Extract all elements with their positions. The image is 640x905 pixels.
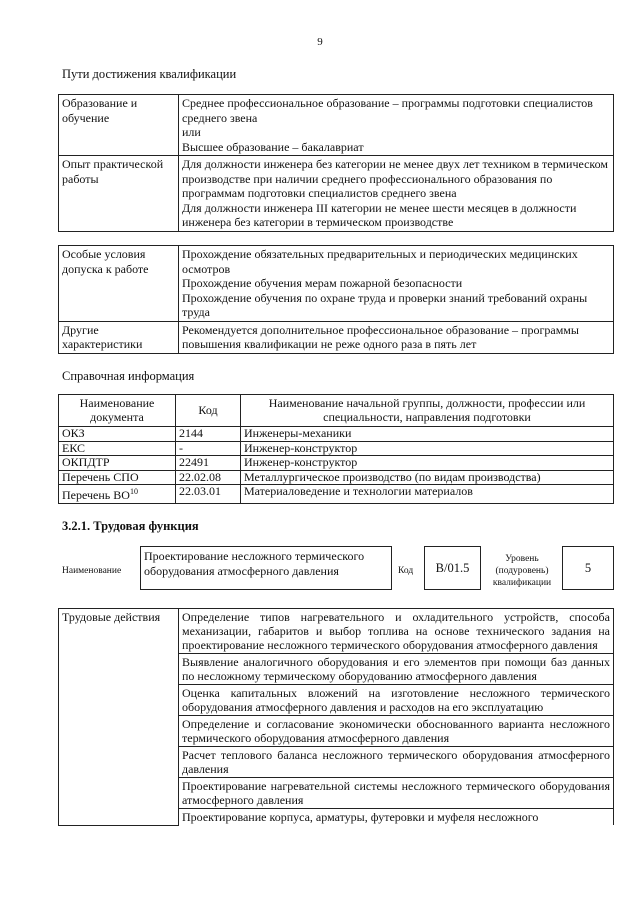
table-row	[59, 95, 614, 156]
qualification-level-box: 5	[562, 546, 614, 590]
row-content	[179, 95, 614, 156]
table-row	[59, 156, 614, 232]
table-row	[59, 609, 614, 654]
name-cell: Металлургическое производство (по видам производства)	[241, 470, 614, 485]
table-row	[59, 246, 614, 322]
footnote-ref[interactable]: 10	[129, 487, 138, 496]
reference-heading: Справочная информация	[62, 369, 195, 383]
name-cell: Материаловедение и технологии материалов	[241, 485, 614, 504]
action-cell: Определение и согласование экономически обоснованного варианта несложного термического оборудования атмосферного давления	[179, 716, 614, 747]
row-label: Трудовые действия	[59, 609, 179, 826]
code-cell: 22.03.01	[176, 485, 241, 504]
page-number: 9	[317, 36, 323, 48]
row-label: Особые условия допуска к работе	[59, 246, 179, 322]
row-label: Опыт практической работы	[59, 156, 179, 232]
column-header: Код	[176, 395, 241, 427]
function-code-box: B/01.5	[424, 546, 481, 590]
doc-cell: ОКЗ	[59, 427, 176, 442]
doc-cell: ОКПДТР	[59, 456, 176, 471]
text-line: Прохождение обязательных предварительных и периодических медицинских осмотров	[182, 247, 578, 276]
action-cell: Проектирование корпуса, арматуры, футеровки и муфеля несложного	[179, 809, 614, 826]
reference-table	[58, 394, 614, 504]
labor-actions-table	[58, 608, 614, 826]
action-cell: Оценка капитальных вложений на изготовление несложного термического оборудования атмосферного давления и расходов на его эксплуатацию	[179, 685, 614, 716]
doc-cell	[59, 485, 176, 504]
code-cell: 2144	[176, 427, 241, 442]
table-row	[59, 441, 614, 456]
text-line: Для должности инженера III категории не менее шести месяцев в должности инженера без категории в термическом производстве	[182, 200, 577, 229]
section-heading: Пути достижения квалификации	[62, 67, 237, 81]
name-label: Наименование	[62, 566, 122, 576]
name-cell: Инженер-конструктор	[241, 456, 614, 471]
action-cell: Определение типов нагревательного и охладительного устройств, способа механизации, габаритов и выбор топлива на основе технического задания на проектирование несложного термического оборудования атмосферного давления	[179, 609, 614, 654]
text-line: Высшее образование – бакалавриат	[182, 139, 364, 154]
function-name-box: Проектирование несложного термического оборудования атмосферного давления	[140, 546, 392, 590]
doc-cell: Перечень СПО	[59, 470, 176, 485]
text-line: Прохождение обучения по охране труда и проверки знаний требований охраны труда	[182, 290, 588, 319]
table-row	[59, 321, 614, 353]
column-header: Наименование начальной группы, должности, профессии или специальности, направления подготовки	[241, 395, 614, 427]
table-header-row	[59, 395, 614, 427]
table-row	[59, 470, 614, 485]
text-line: Рекомендуется дополнительное профессиональное образование – программы повышения квалификации не реже одного раза в пять лет	[182, 322, 579, 351]
name-cell: Инженер-конструктор	[241, 441, 614, 456]
text-line: Для должности инженера без категории не менее двух лет техником в термическом производстве при наличии среднего профессионального образования по программам подготовки специалистов среднего звена	[182, 157, 609, 200]
name-cell: Инженеры-механики	[241, 427, 614, 442]
table-row	[59, 456, 614, 471]
conditions-table	[58, 245, 614, 354]
row-content	[179, 321, 614, 353]
row-content	[179, 246, 614, 322]
column-header: Наименование документа	[59, 395, 176, 427]
text-line: Среднее профессиональное образование – программы подготовки специалистов среднего звена	[182, 96, 593, 125]
row-label: Образование и обучение	[59, 95, 179, 156]
level-label: Уровень (подуровень) квалификации	[492, 554, 552, 588]
code-cell: 22.02.08	[176, 470, 241, 485]
doc-cell: ЕКС	[59, 441, 176, 456]
text-line: или	[182, 125, 201, 139]
table-row	[59, 427, 614, 442]
code-cell: -	[176, 441, 241, 456]
code-label: Код	[398, 566, 414, 576]
action-cell: Выявление аналогичного оборудования и его элементов при помощи баз данных по несложному термическому оборудованию атмосферного давления	[179, 654, 614, 685]
qualification-table	[58, 94, 614, 232]
table-row	[59, 485, 614, 504]
code-cell: 22491	[176, 456, 241, 471]
function-title: 3.2.1. Трудовая функция	[62, 519, 199, 533]
action-cell: Проектирование нагревательной системы несложного термического оборудования атмосферного давления	[179, 778, 614, 809]
text-line: Прохождение обучения мерам пожарной безопасности	[182, 276, 463, 290]
action-cell: Расчет теплового баланса несложного термического оборудования атмосферного давления	[179, 747, 614, 778]
doc-name: Перечень ВО	[62, 488, 130, 502]
row-label: Другие характеристики	[59, 321, 179, 353]
row-content	[179, 156, 614, 232]
